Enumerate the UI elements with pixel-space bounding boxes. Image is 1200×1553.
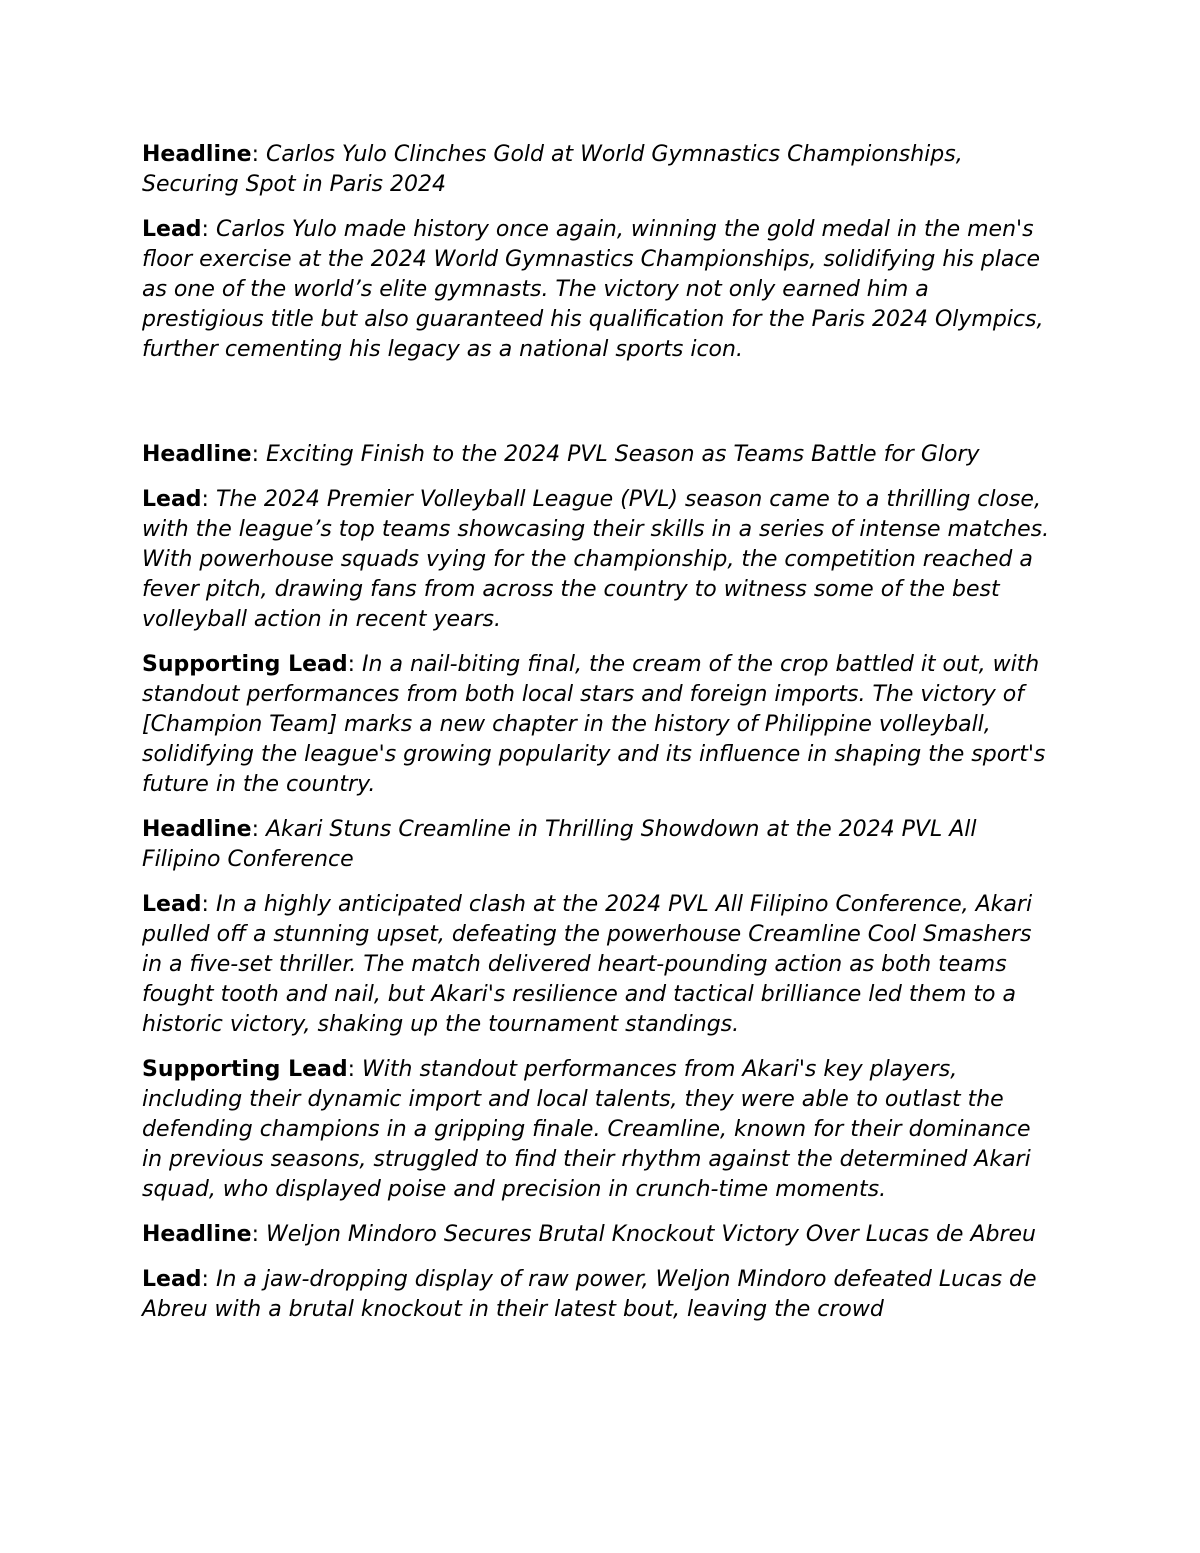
label-separator: : [251, 142, 266, 167]
story-2-lead [142, 485, 1057, 635]
label-separator: : [251, 442, 266, 467]
label-separator: : [201, 487, 216, 512]
label-separator: : [201, 892, 216, 917]
story-1-headline [142, 140, 1057, 200]
supporting-lead-text: In a nail-biting final, the cream of the crop battled it out, with standout performances from both local stars and foreign imports. The victory of [Champion Team] marks a new chapter in the history of Philippine volleyball, solidifying the league's growing popularity and its influence in shaping the sport's future in the country. [142, 652, 1046, 797]
headline-label: Headline [142, 442, 252, 467]
headline-label: Headline [142, 1222, 252, 1247]
label-separator: : [347, 652, 363, 677]
story-3-headline [142, 815, 1057, 875]
lead-label: Lead [142, 217, 202, 242]
headline-text: Carlos Yulo Clinches Gold at World Gymnastics Championships, Securing Spot in Paris 2024 [142, 142, 963, 197]
supporting-lead-label: Supporting Lead [142, 652, 348, 677]
lead-text: In a jaw-dropping display of raw power, Weljon Mindoro defeated Lucas de Abreu with a brutal knockout in their latest bout, leaving the crowd [142, 1267, 1037, 1322]
lead-label: Lead [142, 487, 202, 512]
story-3-lead [142, 890, 1057, 1040]
story-2-headline [142, 440, 1057, 470]
label-separator: : [201, 217, 216, 242]
lead-text: The 2024 Premier Volleyball League (PVL) season came to a thrilling close, with the league’s top teams showcasing their skills in a series of intense matches. With powerhouse squads vying for the championship, the competition reached a fever pitch, drawing fans from across the country to witness some of the best volleyball action in recent years. [142, 487, 1050, 632]
label-separator: : [201, 1267, 216, 1292]
lead-label: Lead [142, 892, 202, 917]
story-4-headline [142, 1220, 1057, 1250]
story-1-lead [142, 215, 1057, 365]
headline-text: Exciting Finish to the 2024 PVL Season as Teams Battle for Glory [266, 442, 980, 467]
supporting-lead-label: Supporting Lead [142, 1057, 348, 1082]
story-2-supporting-lead [142, 650, 1057, 800]
headline-label: Headline [142, 142, 252, 167]
lead-text: In a highly anticipated clash at the 2024 PVL All Filipino Conference, Akari pulled off a stunning upset, defeating the powerhouse Creamline Cool Smashers in a five-set thriller. The match delivered heart-pounding action as both teams fought tooth and nail, but Akari's resilience and tactical brilliance led them to a historic victory, shaking up the tournament standings. [142, 892, 1033, 1037]
lead-label: Lead [142, 1267, 202, 1292]
headline-label: Headline [142, 817, 252, 842]
headline-text: Akari Stuns Creamline in Thrilling Showdown at the 2024 PVL All Filipino Conference [142, 817, 977, 872]
label-separator: : [347, 1057, 363, 1082]
story-3-supporting-lead [142, 1055, 1057, 1205]
label-separator: : [251, 1222, 266, 1247]
label-separator: : [251, 817, 266, 842]
story-4-lead [142, 1265, 1057, 1325]
lead-text: Carlos Yulo made history once again, winning the gold medal in the men's floor exercise at the 2024 World Gymnastics Championships, solidifying his place as one of the world’s elite gymnasts. The victory not only earned him a prestigious title but also guaranteed his qualification for the Paris 2024 Olympics, further cementing his legacy as a national sports icon. [142, 217, 1044, 362]
document-body [142, 140, 1057, 1340]
supporting-lead-text: With standout performances from Akari's key players, including their dynamic import and local talents, they were able to outlast the defending champions in a gripping finale. Creamline, known for their dominance in previous seasons, struggled to find their rhythm against the determined Akari squad, who displayed poise and precision in crunch-time moments. [142, 1057, 1031, 1202]
headline-text: Weljon Mindoro Secures Brutal Knockout Victory Over Lucas de Abreu [266, 1222, 1036, 1247]
